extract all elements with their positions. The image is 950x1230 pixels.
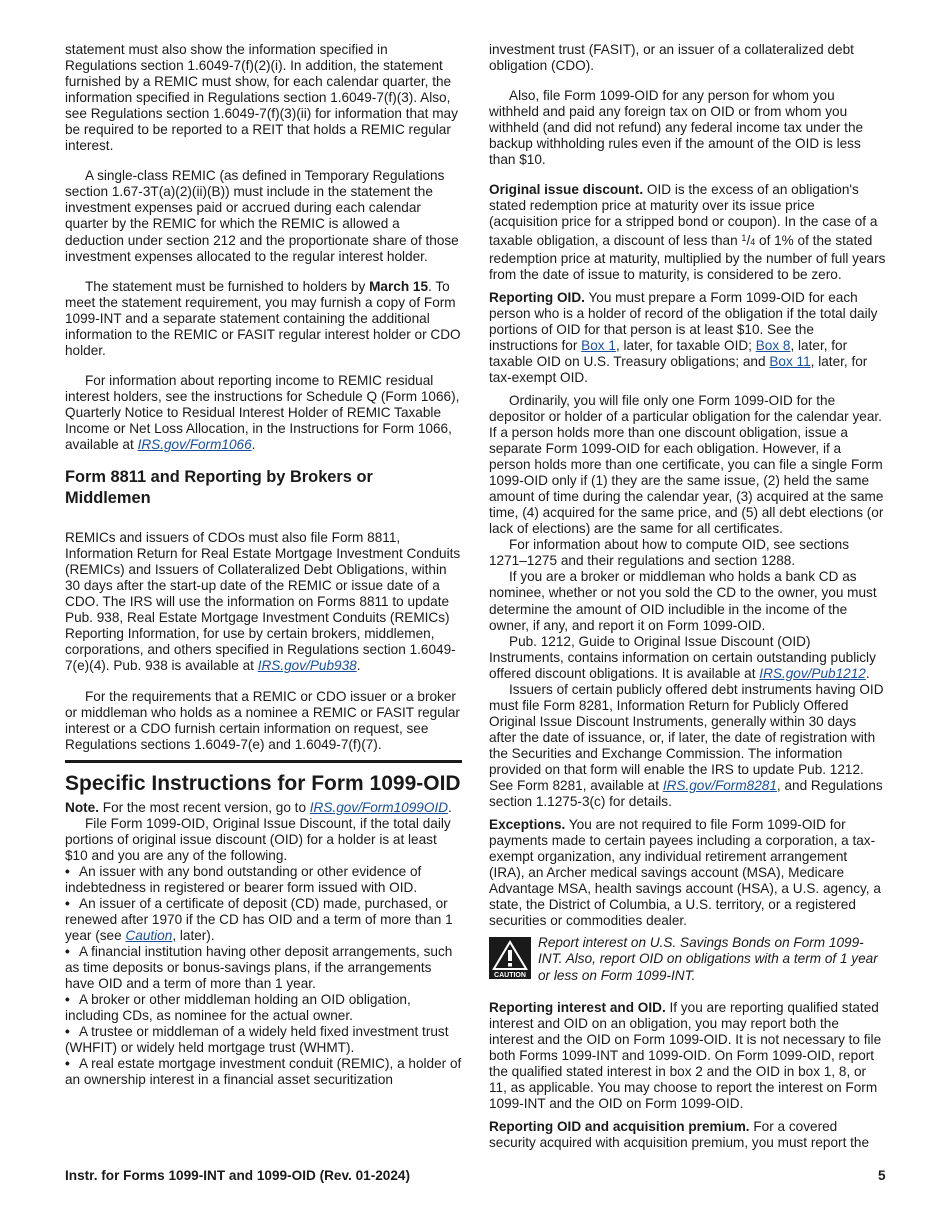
- paragraph: Pub. 1212, Guide to Original Issue Discount (OID) Instruments, contains information on certain outstanding publicly offered discount obligations. It is available at IRS.gov/Pub1212.: [489, 633, 876, 681]
- main-heading: Specific Instructions for Form 1099-OID: [65, 771, 461, 795]
- paragraph: Ordinarily, you will file only one Form 1099-OID for the depositor or holder of a particular obligation for the calendar year. If a person holds more than one discount obligation, issue a separate Form 1099-OID for each obligation. However, if a person holds more than one certificate, you can file a single Form 1099-OID only if (1) they are the same issue, (2) held the same amount of time during the calendar year, (3) acquired at the same time, (4) acquired for the same price, and (5) all debt elections (or lack of elections) are the same for all certificates.: [489, 392, 884, 537]
- bullet-item: • A real estate mortgage investment conduit (REMIC), a holder of an ownership interest in a financial asset securitization: [65, 1056, 462, 1088]
- paragraph: Reporting OID. You must prepare a Form 1099-OID for each person who is a holder of record of the obligation if the total daily portions of OID for that person is at least $10. See the instructions for Box 1, later, for taxable OID; Box 8, later, for taxable OID on U.S. Treasury obligations; and Box 11, later, for tax-exempt OID.: [489, 289, 878, 385]
- caution-label: CAUTION: [494, 972, 526, 980]
- paragraph: Original issue discount. OID is the excess of an obligation's stated redemption price at maturity over its issue price (acquisition price for a stripped bond or coupon). In the case of a taxable obligation, a discount of less than $^1$/4 of 1% of the stated redemption price at maturity, multiplied by the number of full years from the date of issue to maturity, is considered to be zero.: [489, 182, 886, 282]
- paragraph: File Form 1099-OID, Original Issue Discount, if the total daily portions of original issue discount (OID) for a holder is at least $10 and you are any of the following.: [65, 815, 451, 863]
- bullet-icon: •: [65, 1056, 70, 1072]
- irs-form8281-link[interactable]: IRS.gov/Form8281: [662, 778, 777, 794]
- paragraph: statement must also show the information specified in Regulations section 1.6049-7(f)(2)(i). In addition, the statement furnished by a REMIC must show, for each calendar quarter, the information specified in Regulations section 1.6049-7(f)(3). Also, see Regulations section 1.6049-7(f)(3)(ii) for information that may be required to be reported to a REIT that holds a REMIC regular interest.: [65, 42, 458, 154]
- page-number: 5: [878, 1168, 886, 1183]
- paragraph: Reporting OID and acquisition premium. For a covered security acquired with acquisition premium, you must report the: [489, 1118, 870, 1150]
- section-divider: [65, 760, 462, 763]
- bullet-item: • An issuer with any bond outstanding or other evidence of indebtedness in registered or bearer form issued with OID.: [65, 863, 422, 895]
- paragraph: For the requirements that a REMIC or CDO issuer or a broker or middleman who holds as a nominee a REMIC or FASIT regular interest or a CDO furnish certain information on request, see Regulations sections 1.6049-7(e) and 1.6049-7(f)(7).: [65, 688, 460, 752]
- paragraph: investment trust (FASIT), or an issuer of a collateralized debt obligation (CDO).: [489, 42, 854, 74]
- bullet-icon: •: [65, 863, 70, 879]
- paragraph: For information about how to compute OID, see sections 1271–1275 and their regulations and section 1288.: [489, 537, 850, 569]
- paragraph: REMICs and issuers of CDOs must also file Form 8811, Information Return for Real Estate Mortgage Investment Conduits (REMICs) and Issuers of Collateralized Debt Obligations, within 30 days after the start-up date of the REMIC or issue date of a CDO. The IRS will use the information on Forms 8811 to update Pub. 938, Real Estate Mortgage Investment Conduits (REMICs) Reporting Information, for use by certain brokers, middlemen, corporations, and others specified in Regulations section 1.6049-7(e)(4). Pub. 938 is available at IRS.gov/Pub938.: [65, 530, 461, 674]
- left-column: [65, 42, 462, 1089]
- paragraph: Reporting interest and OID. If you are reporting qualified stated interest and OID on an obligation, you may report both the interest and the OID on Form 1099-OID. It is not necessary to file both Forms 1099-INT and 1099-OID. On Form 1099-OID, report the qualified stated interest in box 2 and the OID in box 1, 8, or 11, as applicable. You may choose to report the interest on Form 1099-INT and the OID on Form 1099-OID.: [489, 999, 882, 1111]
- paragraph: Exceptions. You are not required to file Form 1099-OID for payments made to certain payees including a corporation, a tax-exempt organization, any individual retirement arrangement (IRA), an Archer medical savings account (MSA), Medicare Advantage MSA, health savings account (HSA), a U.S. agency, a state, the District of Columbia, a U.S. territory, or a registered securities or commodities dealer.: [489, 817, 881, 929]
- caution-link[interactable]: Caution: [125, 928, 173, 944]
- bullet-item: • A financial institution having other deposit arrangements, such as time deposits or bonus-savings plans, if the arrangements have OID and a term of more than 1 year.: [65, 944, 453, 992]
- note: Note. For the most recent version, go to IRS.gov/Form1099OID.: [65, 799, 452, 815]
- bullet-item: • An issuer of a certificate of deposit (CD) made, purchased, or renewed after 1970 if the CD has OID and a term of more than 1 year (see Caution, later).: [65, 895, 453, 944]
- bullet-icon: •: [65, 944, 70, 960]
- right-column: [489, 42, 886, 1151]
- bullet-item: • A broker or other middleman holding an OID obligation, including CDs, as nominee for the actual owner.: [65, 992, 411, 1024]
- caution-box: [489, 935, 886, 983]
- paragraph: The statement must be furnished to holders by March 15. To meet the statement requirement, you may furnish a copy of Form 1099-INT and a separate statement containing the additional information to the REMIC or FASIT regular interest holder or CDO holder.: [65, 278, 461, 358]
- paragraph: A single-class REMIC (as defined in Temporary Regulations section 1.67-3T(a)(2)(ii)(B)) must include in the statement the investment expenses paid or accrued during each calendar quarter by the REMIC for which the REMIC is allowed a deduction under section 212 and the proportionate share of those investment expenses allocated to the regular interest holder.: [65, 168, 459, 264]
- irs-pub1212-link[interactable]: IRS.gov/Pub1212: [759, 665, 866, 681]
- paragraph: For information about reporting income to REMIC residual interest holders, see the instructions for Schedule Q (Form 1066), Quarterly Notice to Residual Interest Holder of REMIC Taxable Income or Net Loss Allocation, in the Instructions for Form 1066, available at IRS.gov/Form1066.: [65, 372, 460, 453]
- section-heading: Form 8811 and Reporting by Brokers or Middlemen: [65, 468, 373, 507]
- caution-text: Report interest on U.S. Savings Bonds on Form 1099-INT. Also, report OID on obligations with a term of 1 year or less on Form 1099-INT.: [538, 935, 878, 983]
- caution-icon: [489, 937, 531, 979]
- paragraph: If you are a broker or middleman who holds a bank CD as nominee, whether or not you sold the CD to the owner, you must determine the amount of OID includible in the income of the owner, if any, and report it on Form 1099-OID.: [489, 569, 877, 633]
- footer-title: Instr. for Forms 1099-INT and 1099-OID (Rev. 01-2024): [65, 1168, 411, 1183]
- paragraph: Also, file Form 1099-OID for any person for whom you withheld and paid any foreign tax on OID or from whom you withheld (and did not refund) any federal income tax under the backup withholding rules even if the amount of the OID is less than $10.: [489, 88, 864, 168]
- bullet-icon: •: [65, 992, 70, 1008]
- paragraph: Issuers of certain publicly offered debt instruments having OID must file Form 8281, Information Return for Publicly Offered Original Issue Discount Instruments, generally within 30 days after the date of issuance, or, if later, the date of registration with the Securities and Exchange Commission. The information provided on that form will enable the IRS to update Pub. 1212. See Form 8281, available at IRS.gov/Form8281, and Regulations section 1.1275-3(c) for details.: [489, 681, 884, 810]
- irs-form1099oid-link[interactable]: IRS.gov/Form1099OID: [309, 799, 449, 815]
- bullet-icon: •: [65, 895, 70, 911]
- irs-form1066-link[interactable]: IRS.gov/Form1066: [137, 437, 252, 453]
- box1-link[interactable]: Box 1: [581, 337, 616, 353]
- irs-pub938-link[interactable]: IRS.gov/Pub938: [257, 658, 357, 674]
- box8-link[interactable]: Box 8: [755, 337, 791, 353]
- bullet-icon: •: [65, 1024, 70, 1040]
- box11-link[interactable]: Box 11: [769, 353, 811, 369]
- bullet-item: • A trustee or middleman of a widely held fixed investment trust (WHFIT) or widely held mortgage trust (WHMT).: [65, 1024, 449, 1056]
